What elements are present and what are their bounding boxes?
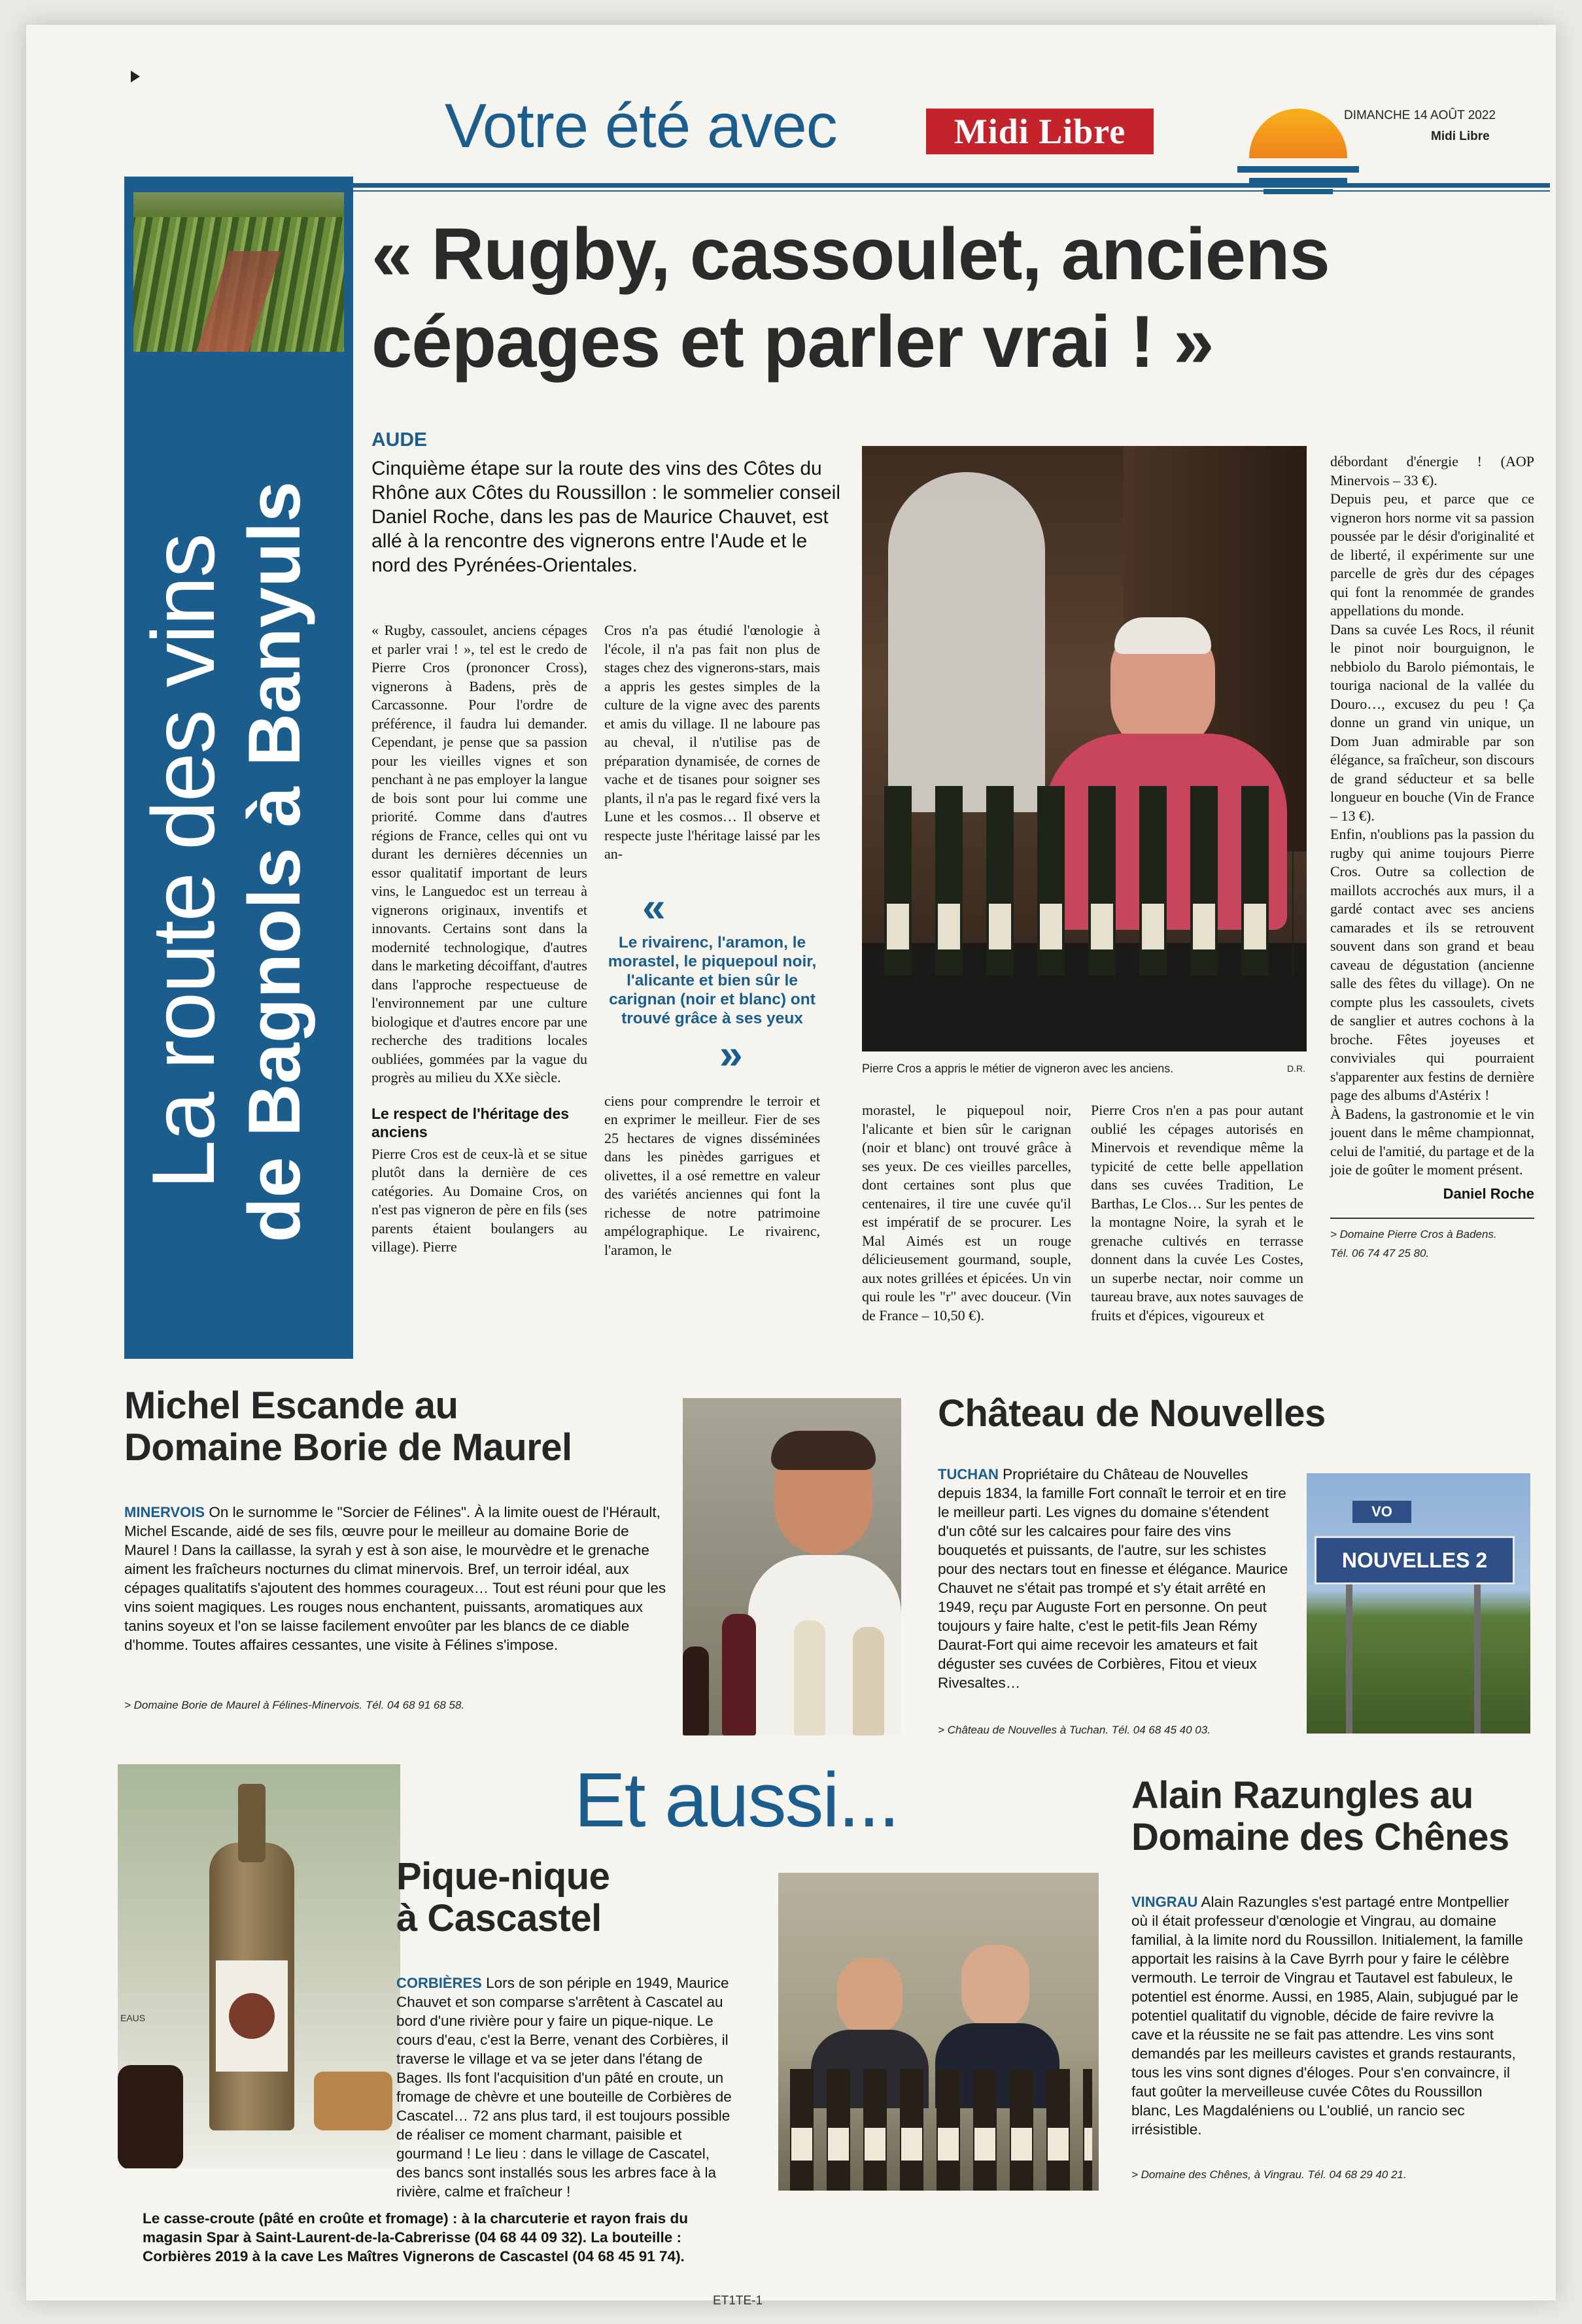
razungles-title-line-1: Alain Razungles au	[1131, 1774, 1473, 1817]
issue-date: DIMANCHE 14 AOÛT 2022	[1344, 109, 1496, 122]
paper-name: Midi Libre	[1431, 129, 1490, 143]
main-photo-caption: Pierre Cros a appris le métier de vigneron avec les anciens.	[862, 1062, 1174, 1075]
cascastel-kicker: CORBIÈRES	[396, 1975, 482, 1991]
nouvelles-photo	[1307, 1473, 1530, 1734]
main-headline	[371, 211, 1536, 386]
article-column-5	[1330, 453, 1534, 1263]
quote-close-icon: »	[719, 1030, 743, 1078]
article-column-3: morastel, le piquepoul noir, l'alicante et bien sûr le carignan (noir et blanc) ont trouvé grâce à ses yeux. De ces vieilles parcelles, dont certaines sont plus que centenaires, il tire une cuvée qu'il est impératif de se procurer. Les Mal Aimés est un rouge délicieusement gourmand, souple, aux notes grillées et épicées. Un vin qui roule les "r" avec douceur. (Vin de France – 10,50 €).	[862, 1102, 1071, 1324]
article-contact-line-1: > Domaine Pierre Cros à Badens.	[1330, 1228, 1497, 1240]
escande-title	[124, 1385, 687, 1469]
pull-quote	[604, 883, 820, 1078]
escande-body: On le surnomme le "Sorcier de Félines". À la limite ouest de l'Hérault, Michel Escande, aidé de ses fils, œuvre pour le meilleur au domaine Borie de Maurel ! Dans la caillasse, la syrah y est à son aise, le mourvèdre et le grenache aiment les fraîcheurs nocturnes du climat minervois. Bref, un terroir idéal, aux cépages qualitatifs s'ajoutent des hommes courageux… Tout est réuni pour que les vins soient magiques. Les rouges nous enchantent, puissants, aromatiques aux tanins soyeux et l'on se laisse facilement envoûter par les blancs de ce diable d'homme. Toutes affaires cessantes, une visite à Félines s'impose.	[124, 1504, 666, 1653]
nouvelles-contact: > Château de Nouvelles à Tuchan. Tél. 04 68 45 40 03.	[938, 1724, 1211, 1736]
cascastel-bread	[314, 2072, 392, 2130]
main-intro: Cinquième étape sur la route des vins des Côtes du Rhône aux Côtes du Roussillon : le sommelier conseil Daniel Roche, dans les pas de Maurice Chauvet, est allé à la rencontre des vignerons entre l'Aude et le nord des Pyrénées-Orientales.	[371, 458, 841, 576]
col1-paragraph-1: « Rugby, cassoulet, anciens cépages et parler vrai ! », tel est le credo de Pierre Cros (prononcer Cross), vignerons à Badens, près de Carcassonne. Pour l'ordre de préférence, il faudra lui demander. Cependant, je pense que sa passion pour les vieilles vignes et son penchant à ne pas employer la langue de bois sont pour lui comme une priorité. Comme dans d'autres régions de France, celles qui ont vu durant les dernières décennies un essor qualitatif important de leurs vins, le Languedoc est un terreau à vignerons originaux, inventifs et innovants. Certains sont dans la modernité technologique, d'autres dans le marketing décoiffant, d'autres dans l'approche respectueuse de l'environnement par une culture biologique et d'autres encore par une recherche des traditions locales oubliées, gommées par la vague du progrès au milieu du XXe siècle.	[371, 622, 587, 1085]
escande-text	[124, 1503, 667, 1654]
brand-text: Midi Libre	[954, 112, 1126, 151]
escande-contact: > Domaine Borie de Maurel à Félines-Minervois. Tél. 04 68 91 68 58.	[124, 1699, 465, 1711]
sign-top-plate: VO	[1352, 1501, 1411, 1523]
quote-open-icon: «	[642, 883, 666, 931]
article-column-2	[604, 621, 820, 1259]
article-column-4: Pierre Cros n'en a pas pour autant oublié les cépages autorisés en Minervois et revendique même la typicité de cette belle appellation dans ses cuvées Tradition, Le Barthas, Le Clos… Sur les pentes de la montagne Noire, la syrah et le grenache cultivés en terrasse donnent dans la cuvée Les Costes, un superbe nectar, noir comme un taureau brave, aux notes sauvages de fruits et d'épices, vigoureux et	[1091, 1102, 1303, 1324]
vineyard-sky	[133, 192, 344, 217]
side-banner-line2: de Bagnols à Banyuls	[233, 481, 315, 1242]
col2-paragraph-2: ciens pour comprendre le terroir et en exprimer le meilleur. Fier de ses 25 hectares de vignes disséminées dans les pinèdes garrigues et olivettes, il a osé remettre en valeur des variétés anciennes qui font la richesse de notre patrimoine ampélographique. Le rivairenc, l'aramon, le	[604, 1092, 820, 1258]
series-title: Votre été avec	[445, 91, 837, 161]
nouvelles-sign: NOUVELLES 2	[1315, 1536, 1515, 1584]
escande-photo-bottle-2	[794, 1620, 825, 1735]
cascastel-label-text: EAUS	[120, 2013, 146, 2023]
razungles-body: Alain Razungles s'est partagé entre Montpellier où il était professeur d'œnologie et Vingrau, au domaine familial, à la limite nord du Roussillon. Initialement, la famille apportait les raisins à la Cave Byrrh pour y faire le célèbre vermouth. Le terroir de Vingrau et Tautavel est fabuleux, le potentiel est énorme. Aussi, en 1985, Alain, subjugué par le potentiel qualitatif du vignoble, décide de faire revivre la cave et la réussite ne se fait pas attendre. Les vins sont demandés par les meilleurs cavistes et grands restaurants, tous les vins sont dignes d'éloges. Pour s'en convaincre, il faut goûter la merveilleuse cuvée Côtes du Roussillon blanc, Les Magdaléniens ou L'oublié, un rancio sec irrésistible.	[1131, 1894, 1524, 2138]
razungles-photo-man-2-head	[961, 1945, 1029, 2030]
col5-paragraph-2: Depuis peu, et parce que ce vigneron hors norme vit sa passion poussée par le désir d'originalité et de liberté, il expérimente sur une parcelle de grès dur des cépages qui font la renommée de grandes appellations du monde.	[1330, 490, 1534, 619]
razungles-title-line-2: Domaine des Chênes	[1131, 1816, 1509, 1858]
main-photo-credit: D.R.	[1287, 1063, 1305, 1074]
main-photo-pierre-cros	[862, 446, 1307, 1051]
photo-man-hair	[1114, 617, 1211, 654]
col1-subhead: Le respect de l'héritage des anciens	[371, 1104, 570, 1140]
cascastel-bottle-neck	[238, 1784, 266, 1862]
razungles-contact: > Domaine des Chênes, à Vingrau. Tél. 04 68 29 40 21.	[1131, 2168, 1407, 2181]
sea-line	[1237, 166, 1359, 173]
et-aussi-title: Et aussi...	[574, 1757, 899, 1843]
razungles-kicker: VINGRAU	[1131, 1894, 1198, 1910]
article-column-1	[371, 621, 587, 1257]
escande-title-line-2: Domaine Borie de Maurel	[124, 1426, 572, 1469]
cascastel-title	[396, 1856, 658, 1940]
escande-photo-bottle-1	[722, 1614, 756, 1735]
razungles-photo-labels	[785, 2128, 1092, 2161]
escande-kicker: MINERVOIS	[124, 1504, 205, 1520]
cascastel-body: Lors de son périple en 1949, Maurice Chauvet et son comparse s'arrêtent à Cascatel au bord d'une rivière pour y faire un pique-nique. Le cours d'eau, c'est la Berre, venant des Corbières, il traverse le village et va se jeter dans l'étang de Bages. Ils font l'acquisition d'un pâté en croute, un fromage de chèvre et une bouteille de Corbières de Cascatel… 72 ans plus tard, il est toujours possible de réaliser ce moment charmant, paisible et gourmand ! Le lieu : dans le village de Cascatel, des bancs sont installés sous les arbres face à la rivière, calme et fraîcheur !	[396, 1975, 732, 2200]
pull-quote-text: Le rivairenc, l'aramon, le morastel, le piquepoul noir, l'alicante et bien sûr le carignan (noir et blanc) ont trouvé grâce à ses yeux	[608, 933, 817, 1027]
side-banner-line1: La route des vins	[133, 534, 233, 1189]
razungles-photo	[778, 1873, 1099, 2191]
escande-photo	[683, 1398, 901, 1735]
cascastel-bottle-seal	[229, 1993, 275, 2039]
escande-photo-bottle-3	[853, 1627, 884, 1735]
col2-paragraph-1: Cros n'a pas étudié l'œnologie à l'école, il n'a pas fait non plus de stages chez des vignerons-stars, mais a appris les gestes simples de la culture de la vigne avec des parents et amis du village. Il ne laboure pas au cheval, il n'utilise pas de préparation dynamisée, de cornes de vache et de tisanes pour soigner ses plants, il n'a pas le regard fixé vers la Lune et les cosmos… Il observe et respecte juste l'héritage laissé par les an-	[604, 622, 820, 862]
cascastel-text-top	[396, 1974, 736, 2201]
escande-title-line-1: Michel Escande au	[124, 1384, 458, 1427]
col5-paragraph-5: À Badens, la gastronomie et le vin jouent dans le même championnat, celui de l'amitié, du partage et de la joie de goûter le moment présent.	[1330, 1105, 1534, 1178]
nouvelles-text	[938, 1465, 1292, 1692]
main-kicker: AUDE	[371, 429, 428, 451]
photo-bottle-labels	[875, 904, 1294, 949]
razungles-text	[1131, 1892, 1524, 2139]
vineyard-path	[195, 251, 281, 352]
nouvelles-body: Propriétaire du Château de Nouvelles depuis 1834, la famille Fort connaît le terroir et en tire le meilleur parti. Les vignes du domaine s'étendent d'un côté sur les calcaires pour faire des vins bouquetés et puissants, de l'autre, sur les schistes pour des nectars tout en finesse et élégance. Maurice Chauvet ne s'était pas trompé et s'y était arrêté en 1949, reçu par Auguste Fort en personne. On peut toujours y faire halte, c'est le petit-fils Jean Rémy Daurat-Fort qui aime recevoir les amateurs et fait déguster ses cuvées de Corbières, Fitou et vieux Rivesaltes…	[938, 1466, 1288, 1691]
headline-line-2: cépages et parler vrai ! »	[371, 301, 1214, 383]
newspaper-page	[26, 25, 1556, 2308]
vineyard-photo	[133, 192, 344, 352]
page-corner-arrow	[131, 71, 140, 82]
nouvelles-title: Château de Nouvelles	[938, 1392, 1326, 1435]
cascastel-bold-text: Le casse-croute (pâté en croûte et fromage) : à la charcuterie et rayon frais du magasin Spar à Saint-Laurent-de-la-Cabrerisse (04 68 44 09 32). La bouteille : Corbières 2019 à la cave Les Maîtres Vignerons de Cascastel (04 68 45 91 74).	[143, 2210, 689, 2264]
article-contact	[1330, 1218, 1534, 1263]
cascastel-title-line-2: à Cascastel	[396, 1897, 602, 1940]
cascastel-photo	[118, 1764, 400, 2168]
col1-paragraph-2: Pierre Cros est de ceux-là et se situe plutôt dans la dernière de ces catégories. Au Domaine Cros, on n'est pas vigneron de père en fils (ses parents étaient boulangers au village). Pierre	[371, 1145, 587, 1255]
escande-photo-bottle-4	[683, 1647, 709, 1735]
page-code: ET1TE-1	[713, 2294, 763, 2308]
cascastel-title-line-1: Pique-nique	[396, 1855, 610, 1898]
escande-photo-hair	[771, 1431, 876, 1470]
photo-wall-arch	[888, 472, 1045, 812]
article-author: Daniel Roche	[1443, 1185, 1534, 1202]
col5-paragraph-4: Enfin, n'oublions pas la passion du rugby qui anime toujours Pierre Cros. Outre sa collection de maillots accrochés aux murs, il a gardé contact avec ses anciens camarades et ils se retrouvent souvent dans son grand et beau caveau de dégustation (ancienne salle des fêtes du village). On ne compte plus les cassoulets, civets de sanglier et autres cochons à la broche. Fêtes joyeuses et conviviales qui pourraient s'apparenter aux festins de dernière page des albums d'Astérix !	[1330, 826, 1534, 1103]
razungles-title	[1131, 1775, 1550, 1858]
col5-paragraph-3: Dans sa cuvée Les Rocs, il réunit le pinot noir bourguignon, le nebbiolo du Barolo piémontais, le touriga nacional de la vallée du Douro…, excusez du peu ! Ça donne un grand vin unique, un Dom Juan admirable par son élégance, sa fraîcheur, son discours de grand séducteur et sa belle longueur en bouche (Vin de France – 13 €).	[1330, 621, 1534, 824]
brand-logo	[926, 109, 1154, 154]
cascastel-pate	[118, 2065, 183, 2168]
nouvelles-kicker: TUCHAN	[938, 1466, 999, 1482]
article-contact-line-2: Tél. 06 74 47 25 80.	[1330, 1246, 1430, 1259]
razungles-photo-man-1-head	[837, 1958, 903, 2036]
headline-line-1: « Rugby, cassoulet, anciens	[371, 213, 1330, 295]
col5-paragraph-1: débordant d'énergie ! (AOP Minervois – 33 €).	[1330, 453, 1534, 488]
